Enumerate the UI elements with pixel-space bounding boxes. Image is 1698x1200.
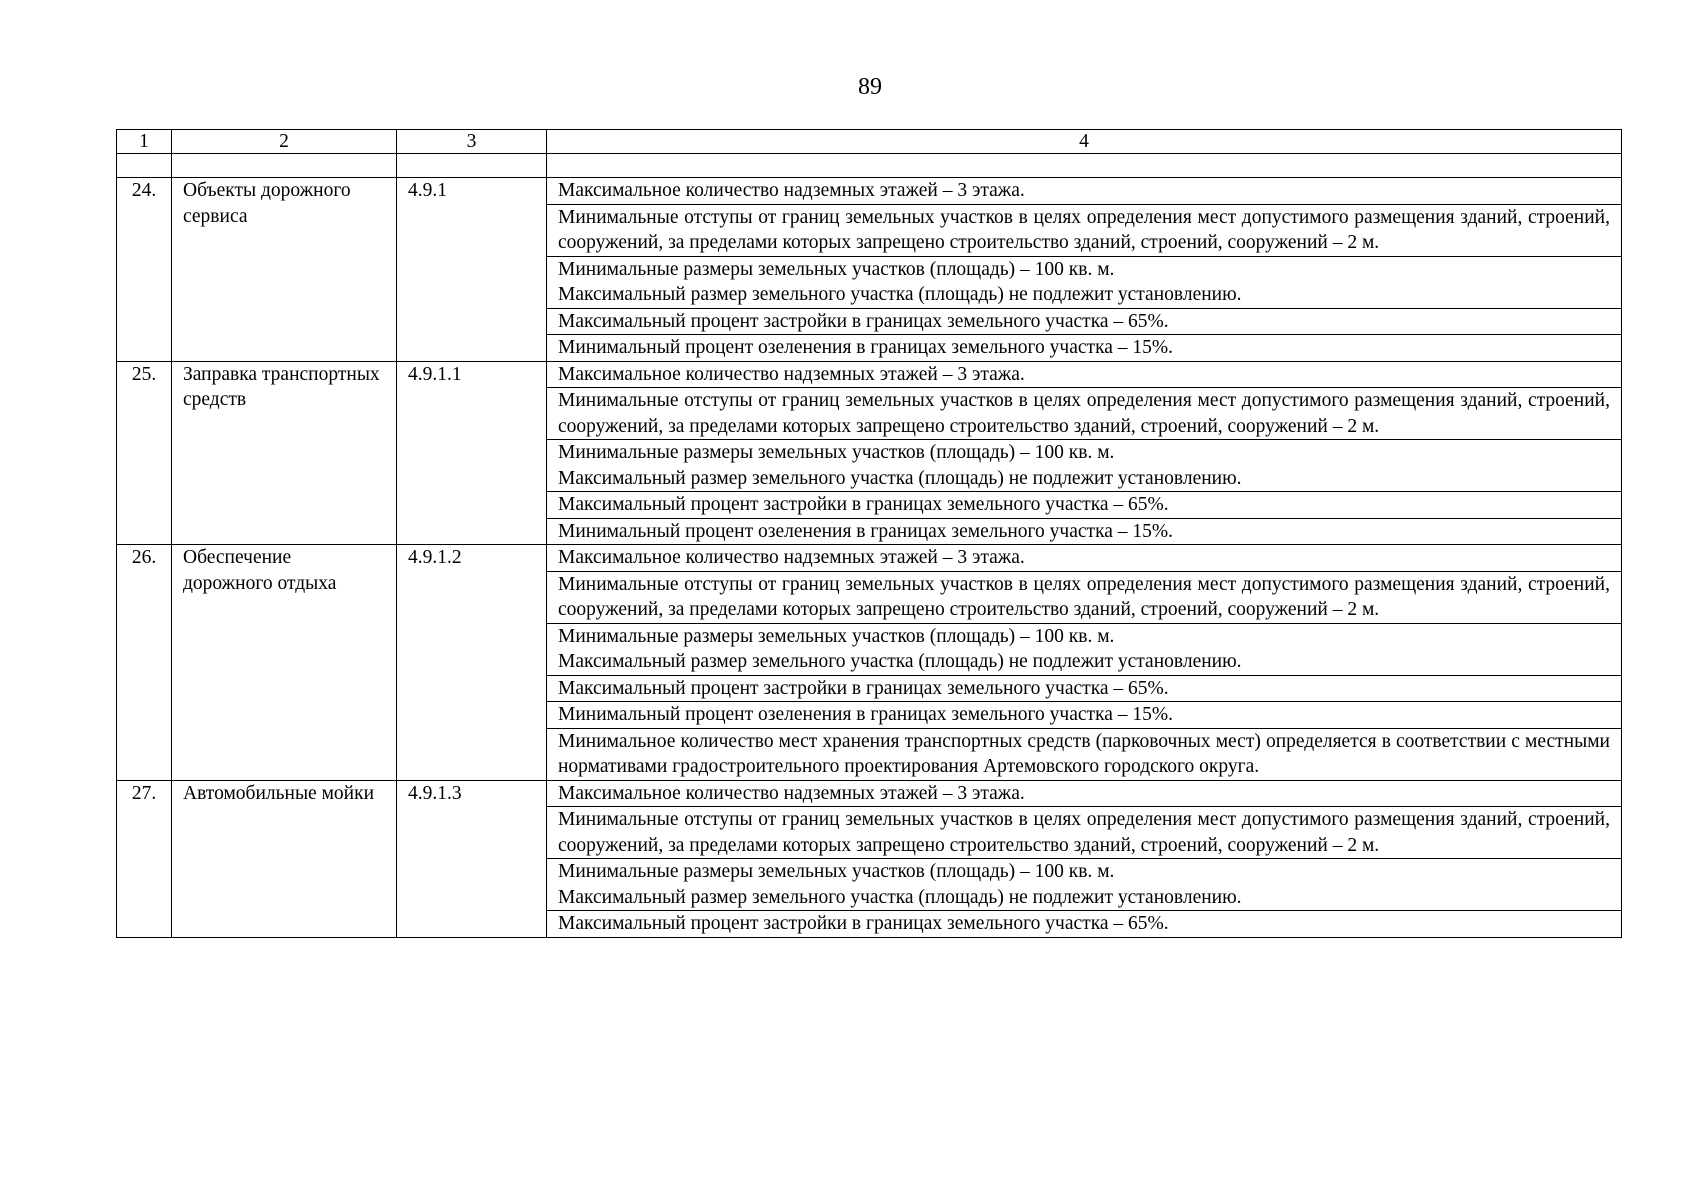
table-row bbox=[117, 780, 1622, 807]
parameter-cell: Максимальное количество надземных этажей – 3 этажа. bbox=[547, 545, 1622, 572]
table-row bbox=[117, 178, 1622, 205]
land-use-name: Обеспечение дорожного отдыха bbox=[172, 545, 397, 781]
parameter-cell: Минимальный процент озеленения в границах земельного участка – 15%. bbox=[547, 702, 1622, 729]
table-header-row bbox=[117, 130, 1622, 154]
parameter-line: Максимальный размер земельного участка (площадь) не подлежит установлению. bbox=[558, 651, 1242, 672]
parameter-cell: Минимальные отступы от границ земельных участков в целях определения мест допустимого размещения зданий, строений, сооружений, за пределами которых запрещено строительство зданий, строений, сооружений – 2 м. bbox=[547, 571, 1622, 623]
blank-cell bbox=[172, 154, 397, 178]
header-cell: 3 bbox=[397, 130, 547, 154]
header-cell: 2 bbox=[172, 130, 397, 154]
parameter-line: Максимальный размер земельного участка (площадь) не подлежит установлению. bbox=[558, 886, 1242, 908]
land-use-code: 4.9.1.3 bbox=[397, 780, 547, 937]
parameter-cell: Максимальное количество надземных этажей – 3 этажа. bbox=[547, 361, 1622, 388]
parameter-cell: Минимальные отступы от границ земельных участков в целях определения мест допустимого размещения зданий, строений, сооружений, за пределами которых запрещено строительство зданий, строений, сооружений – 2 м. bbox=[547, 388, 1622, 440]
parameter-cell bbox=[547, 440, 1622, 492]
parameter-line: Максимальный размер земельного участка (площадь) не подлежит установлению. bbox=[558, 284, 1242, 305]
parameter-line: Минимальные размеры земельных участков (площадь) – 100 кв. м. bbox=[558, 625, 1115, 647]
land-use-code: 4.9.1.1 bbox=[397, 361, 547, 545]
parameter-cell: Максимальный процент застройки в границах земельного участка – 65%. bbox=[547, 675, 1622, 702]
land-use-code: 4.9.1 bbox=[397, 178, 547, 362]
land-use-name: Автомобильные мойки bbox=[172, 780, 397, 937]
land-use-name: Объекты дорожного сервиса bbox=[172, 178, 397, 362]
parameter-cell: Минимальное количество мест хранения транспортных средств (парковочных мест) определяется в соответствии с местными нормативами градостроительного проектирования Артемовского городского округа. bbox=[547, 728, 1622, 780]
parameter-cell: Максимальный процент застройки в границах земельного участка – 65%. bbox=[547, 911, 1622, 938]
parameter-cell bbox=[547, 859, 1622, 911]
parameter-cell: Минимальные отступы от границ земельных участков в целях определения мест допустимого размещения зданий, строений, сооружений, за пределами которых запрещено строительство зданий, строений, сооружений – 2 м. bbox=[547, 807, 1622, 859]
parameter-cell: Минимальный процент озеленения в границах земельного участка – 15%. bbox=[547, 335, 1622, 362]
blank-cell bbox=[117, 154, 172, 178]
land-use-code: 4.9.1.2 bbox=[397, 545, 547, 781]
row-number: 24. bbox=[117, 178, 172, 362]
parameter-cell: Минимальный процент озеленения в границах земельного участка – 15%. bbox=[547, 518, 1622, 545]
blank-cell bbox=[547, 154, 1622, 178]
header-cell: 1 bbox=[117, 130, 172, 154]
parameter-cell: Минимальные отступы от границ земельных участков в целях определения мест допустимого размещения зданий, строений, сооружений, за пределами которых запрещено строительство зданий, строений, сооружений – 2 м. bbox=[547, 204, 1622, 256]
parameter-line: Минимальные размеры земельных участков (площадь) – 100 кв. м. bbox=[558, 861, 1115, 882]
parameter-cell: Максимальный процент застройки в границах земельного участка – 65%. bbox=[547, 308, 1622, 335]
blank-cell bbox=[397, 154, 547, 178]
blank-row bbox=[117, 154, 1622, 178]
table-row bbox=[117, 545, 1622, 572]
parameter-cell: Максимальный процент застройки в границах земельного участка – 65%. bbox=[547, 492, 1622, 519]
header-cell: 4 bbox=[547, 130, 1622, 154]
parameter-cell bbox=[547, 623, 1622, 675]
parameter-line: Минимальные размеры земельных участков (площадь) – 100 кв. м. bbox=[558, 258, 1115, 280]
table-row bbox=[117, 361, 1622, 388]
parameter-cell: Максимальное количество надземных этажей – 3 этажа. bbox=[547, 780, 1622, 807]
row-number: 27. bbox=[117, 780, 172, 937]
parameter-line: Максимальный размер земельного участка (площадь) не подлежит установлению. bbox=[558, 467, 1242, 489]
parameter-line: Минимальные размеры земельных участков (площадь) – 100 кв. м. bbox=[558, 442, 1115, 463]
page-number: 89 bbox=[858, 74, 882, 100]
row-number: 25. bbox=[117, 361, 172, 545]
row-number: 26. bbox=[117, 545, 172, 781]
parameter-cell: Максимальное количество надземных этажей – 3 этажа. bbox=[547, 178, 1622, 205]
land-use-name: Заправка транспортных средств bbox=[172, 361, 397, 545]
parameter-cell bbox=[547, 256, 1622, 308]
regulations-table bbox=[116, 129, 1622, 938]
